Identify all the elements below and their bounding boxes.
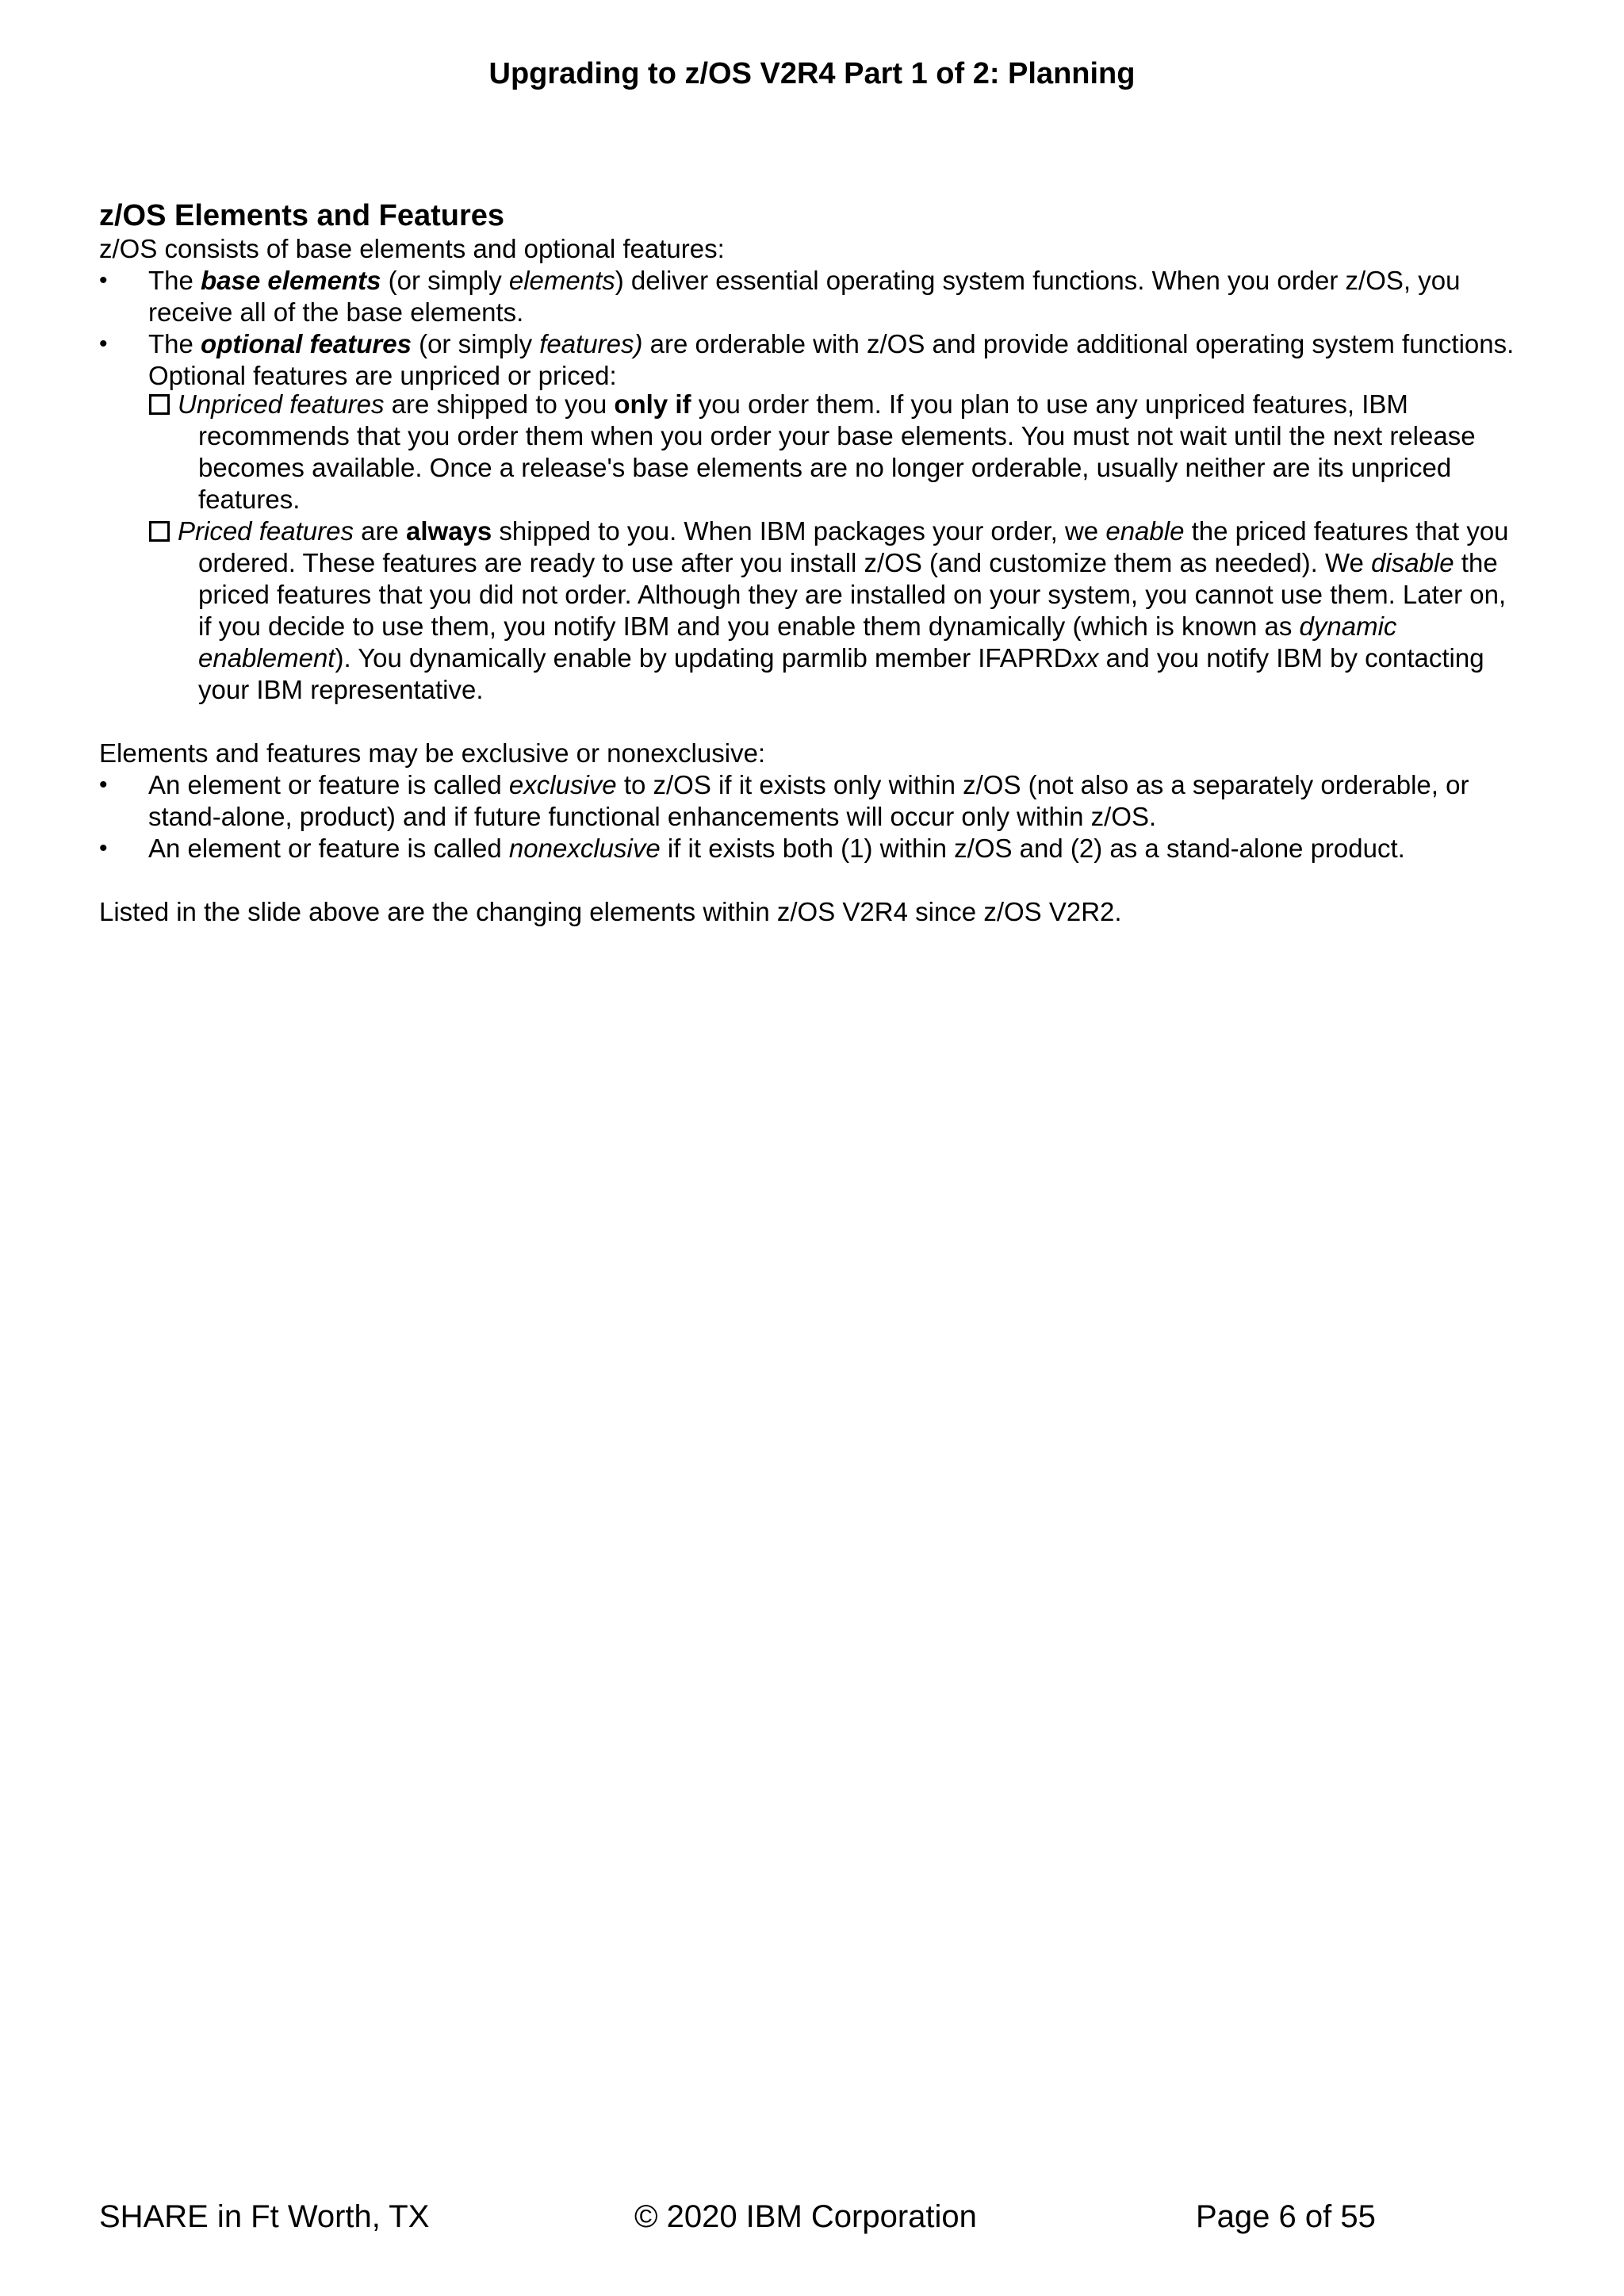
checkbox-square-icon — [149, 521, 170, 542]
footer-copyright: © 2020 IBM Corporation — [634, 2199, 977, 2234]
bullet-icon: • — [99, 835, 108, 861]
footer-event: SHARE in Ft Worth, TX — [99, 2199, 430, 2234]
feature-types-block — [99, 389, 1519, 928]
list-item: • The optional features (or simply features) are orderable with z/OS and provide additional operating system functions. Optional features are unpriced or priced: — [99, 329, 1515, 390]
exclusivity-intro: Elements and features may be exclusive or nonexclusive: — [99, 738, 766, 768]
bullet-icon: • — [99, 772, 108, 798]
checkbox-square-icon — [149, 394, 170, 415]
footer-page-number: Page 6 of 55 — [1196, 2199, 1376, 2234]
section-title: z/OS Elements and Features — [99, 199, 505, 232]
list-item: Priced features are always shipped to you. When IBM packages your order, we enable the priced features that you ordered. These features are ready to use after you install z/OS (and customize them as needed). We disable the priced features that you did not order. Although they are installed on your system, you cannot use them. Later on, if you decide to use them, you notify IBM and you enable them dynamically (which is known as dynamic enablement). You dynamically enable by updating parmlib member IFAPRDxx and you notify IBM by contacting your IBM representative. — [99, 516, 1519, 706]
exclusivity-list — [99, 769, 1519, 864]
list-item: Unpriced features are shipped to you only if you order them. If you plan to use any unpriced features, IBM recommends that you order them when you order your base elements. You must not wait until the next release becomes available. Once a release's base elements are no longer orderable, usually neither are its unpriced features. — [99, 389, 1519, 516]
list-item: • An element or feature is called exclusive to z/OS if it exists only within z/OS (not also as a separately orderable, or stand-alone, product) and if future functional enhancements will occur only within z/OS. — [99, 770, 1469, 831]
document-body — [99, 198, 1519, 392]
bullet-icon: • — [99, 331, 108, 357]
page-header: Upgrading to z/OS V2R4 Part 1 of 2: Planning — [488, 57, 1136, 90]
section-intro: z/OS consists of base elements and optional features: — [99, 234, 725, 263]
list-item: • The base elements (or simply elements) deliver essential operating system functions. When you order z/OS, you receive all of the base elements. — [99, 266, 1461, 327]
elements-features-list — [99, 265, 1519, 392]
closing-paragraph: Listed in the slide above are the changing elements within z/OS V2R4 since z/OS V2R2. — [99, 897, 1122, 926]
bullet-icon: • — [99, 267, 108, 293]
page-footer — [0, 2197, 1624, 2244]
list-item: • An element or feature is called nonexclusive if it exists both (1) within z/OS and (2) as a stand-alone product. — [99, 834, 1405, 863]
